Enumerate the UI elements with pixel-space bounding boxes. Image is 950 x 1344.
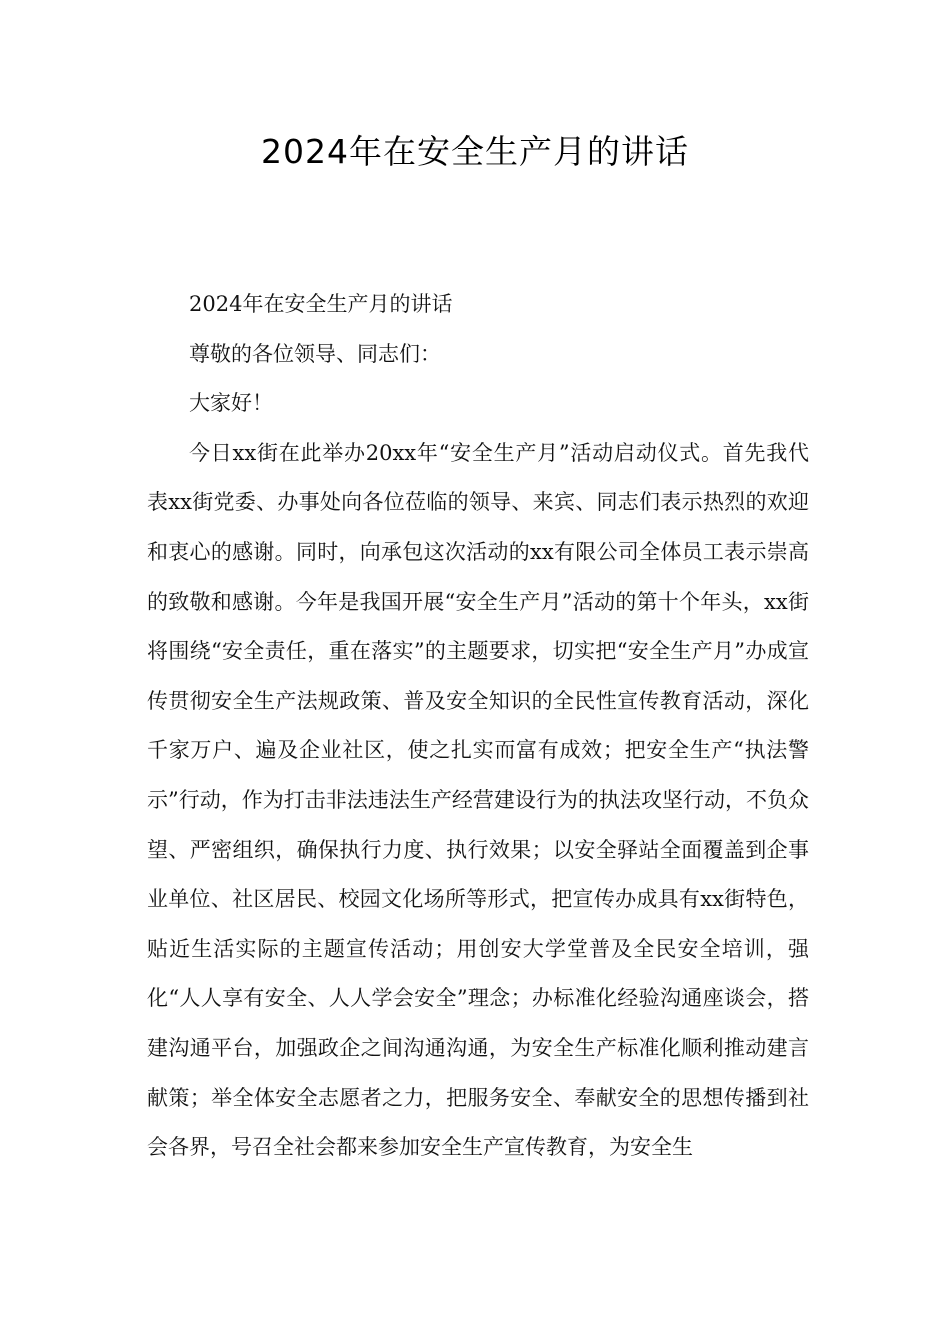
document-title: 2024年在安全生产月的讲话 [261,132,689,171]
paragraph-salutation: 尊敬的各位领导、同志们： [189,341,441,366]
document-body [147,280,809,1173]
paragraph-heading: 2024年在安全生产月的讲话 [189,292,453,316]
paragraph-greeting: 大家好！ [189,391,273,416]
paragraph-main: 今日xx街在此举办20xx年“安全生产月”活动启动仪式。首先我代表xx街党委、办事处向各位莅临的领导、来宾、同志们表示热烈的欢迎和衷心的感谢。同时，向承包这次活动的xx有限公司全体员工表示崇高的致敬和感谢。今年是我国开展“安全生产月”活动的第十个年头，xx街将围绕“安全责任，重在落实”的主题要求，切实把“安全生产月”办成宣传贯彻安全生产法规政策、普及安全知识的全民性宣传教育活动，深化千家万户、遍及企业社区，使之扎实而富有成效；把安全生产“执法警示”行动，作为打击非法违法生产经营建设行为的执法攻坚行动，不负众望、严密组织，确保执行力度、执行效果；以安全驿站全面覆盖到企事业单位、社区居民、校园文化场所等形式，把宣传办成具有xx街特色，贴近生活实际的主题宣传活动；用创安大学堂普及全民安全培训，强化“人人享有安全、人人学会安全”理念；办标准化经验沟通座谈会，搭建沟通平台，加强政企之间沟通沟通，为安全生产标准化顺利推动建言献策；举全体安全志愿者之力，把服务安全、奉献安全的思想传播到社会各界，号召全社会都来参加安全生产宣传教育，为安全生 [147,440,809,1160]
